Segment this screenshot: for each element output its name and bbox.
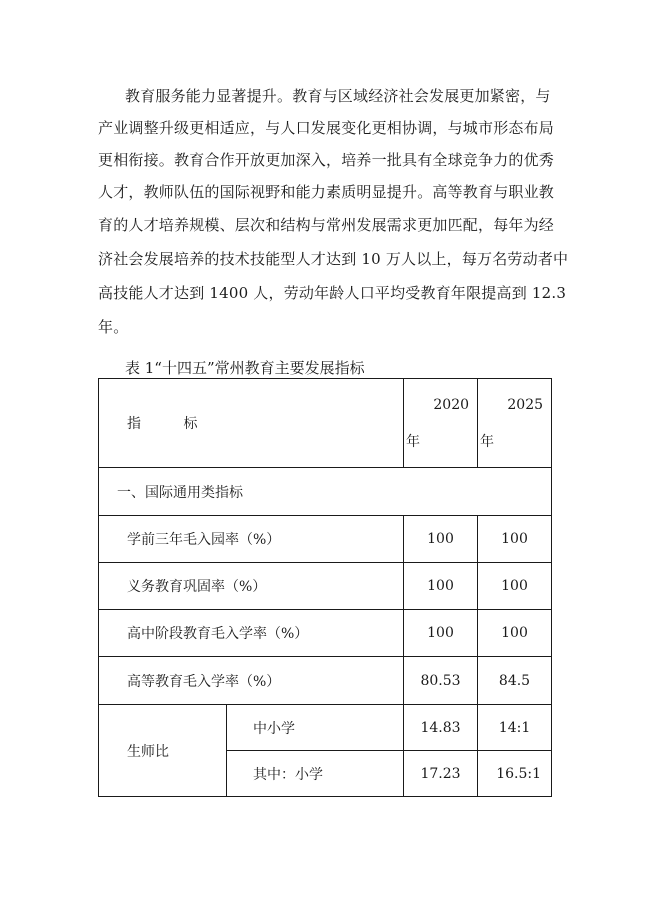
paragraph-line: 人才，教师队伍的国际视野和能力素质明显提升。高等教育与职业教 bbox=[98, 183, 555, 201]
value-2020: 17.23 bbox=[404, 751, 478, 797]
paragraph-line: 教育服务能力显著提升。教育与区域经济社会发展更加紧密，与 bbox=[125, 87, 551, 105]
value-2020: 14.83 bbox=[404, 705, 478, 751]
table-caption: 表 1“十四五”常州教育主要发展指标 bbox=[125, 359, 365, 377]
value-2025: 16.5:1 bbox=[478, 751, 552, 797]
year-2020-suffix: 年 bbox=[406, 434, 421, 450]
value-2020: 100 bbox=[404, 516, 478, 563]
section-title: 一、国际通用类指标 bbox=[99, 468, 552, 516]
table-row bbox=[99, 516, 552, 563]
year-2025-header bbox=[478, 379, 552, 468]
year-2020-number: 2020 bbox=[433, 397, 470, 413]
value-2020: 80.53 bbox=[404, 657, 478, 705]
value-2020: 100 bbox=[404, 610, 478, 657]
row-label: 学前三年毛入园率（%） bbox=[99, 516, 404, 563]
indicator-header-char: 指 bbox=[127, 416, 141, 432]
paragraph-line: 育的人才培养规模、层次和结构与常州发展需求更加匹配，每年为经 bbox=[98, 216, 555, 234]
paragraph-line: 济社会发展培养的技术技能型人才达到 10 万人以上，每万名劳动者中 bbox=[98, 250, 569, 268]
paragraph-line: 更相衔接。教育合作开放更加深入，培养一批具有全球竞争力的优秀 bbox=[98, 151, 555, 169]
value-2020: 100 bbox=[404, 563, 478, 610]
year-2025-suffix: 年 bbox=[480, 434, 495, 450]
row-label: 高中阶段教育毛入学率（%） bbox=[99, 610, 404, 657]
value-2025: 84.5 bbox=[478, 657, 552, 705]
paragraph-line: 年。 bbox=[98, 318, 129, 336]
indicator-header-char: 标 bbox=[183, 416, 198, 432]
table-row bbox=[99, 657, 552, 705]
table-row bbox=[99, 563, 552, 610]
indicators-table bbox=[98, 378, 552, 797]
ratio-label: 生师比 bbox=[99, 705, 227, 797]
section-row bbox=[99, 468, 552, 516]
value-2025: 14:1 bbox=[478, 705, 552, 751]
sub-row-label: 中小学 bbox=[227, 705, 404, 751]
value-2025: 100 bbox=[478, 516, 552, 563]
indicator-header-cell bbox=[99, 379, 404, 468]
table-row bbox=[99, 705, 552, 751]
row-label: 高等教育毛入学率（%） bbox=[99, 657, 404, 705]
row-label: 义务教育巩固率（%） bbox=[99, 563, 404, 610]
table-header-row bbox=[99, 379, 552, 468]
table-row bbox=[99, 610, 552, 657]
year-2025-number: 2025 bbox=[507, 397, 544, 413]
value-2025: 100 bbox=[478, 610, 552, 657]
paragraph-line: 产业调整升级更相适应，与人口发展变化更相协调，与城市形态布局 bbox=[98, 119, 555, 137]
paragraph-line: 高技能人才达到 1400 人，劳动年龄人口平均受教育年限提高到 12.3 bbox=[98, 284, 567, 302]
value-2025: 100 bbox=[478, 563, 552, 610]
year-2020-header bbox=[404, 379, 478, 468]
sub-row-label: 其中：小学 bbox=[227, 751, 404, 797]
